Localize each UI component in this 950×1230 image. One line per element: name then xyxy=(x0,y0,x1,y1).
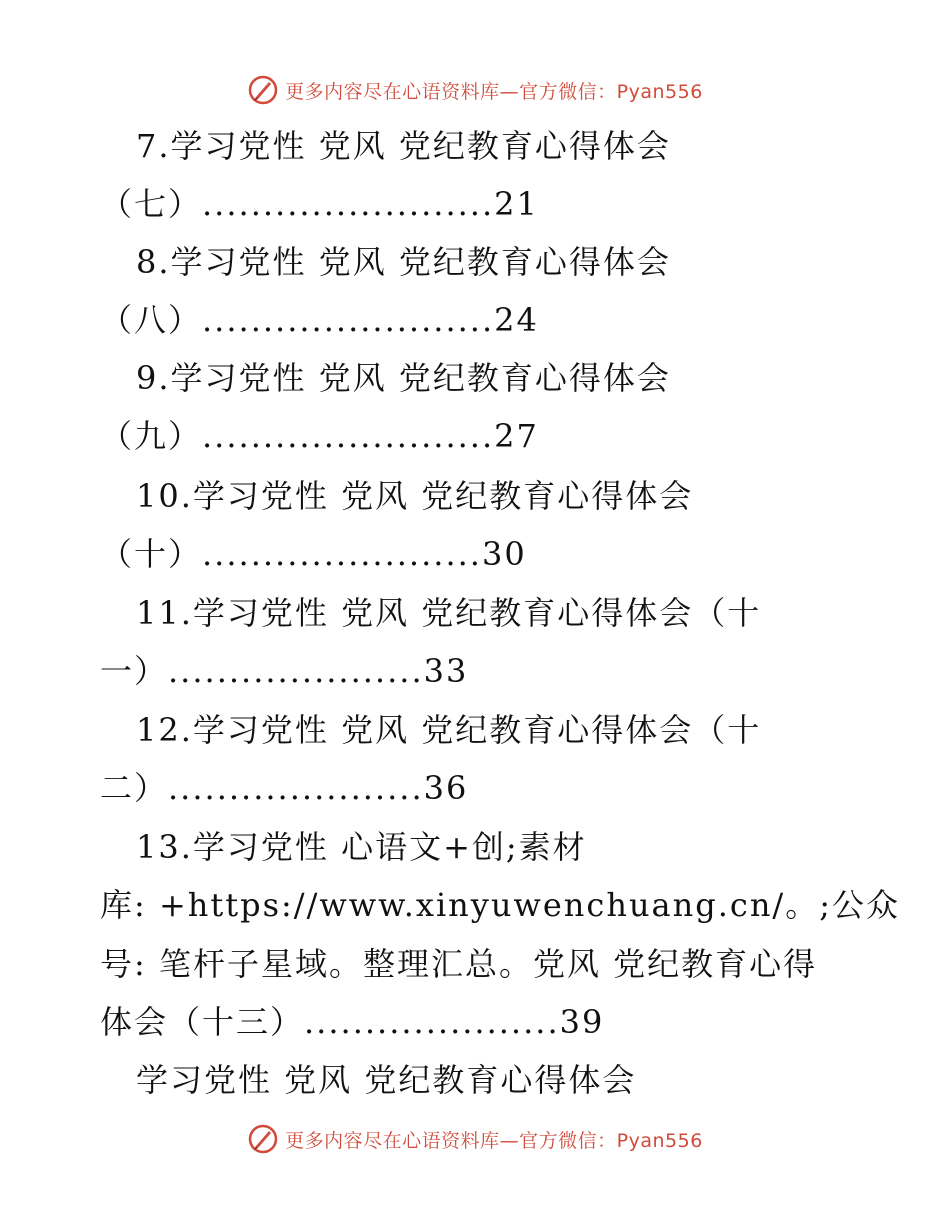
toc-entry-8-page: （八）........................24 xyxy=(100,301,539,339)
toc-entry-12-page: 二）.....................36 xyxy=(100,769,469,807)
toc-entry-12-title: 12.学习党性 党风 党纪教育心得体会（十 xyxy=(136,711,762,749)
section-heading: 学习党性 党风 党纪教育心得体会 xyxy=(136,1061,637,1099)
toc-entry-13-title: 13.学习党性 心语文+创;素材 xyxy=(136,828,587,866)
watermark-group xyxy=(247,1123,703,1155)
toc-entry-11-title: 11.学习党性 党风 党纪教育心得体会（十 xyxy=(136,594,762,632)
toc-entry-10-page: （十）.......................30 xyxy=(100,535,527,573)
quill-logo-icon xyxy=(247,1123,279,1155)
watermark-text: 更多内容尽在心语资料库—官方微信：Pyan556 xyxy=(285,1129,703,1152)
toc-entry-13-page: 体会（十三）.....................39 xyxy=(100,1003,605,1041)
watermark-text: 更多内容尽在心语资料库—官方微信：Pyan556 xyxy=(285,80,703,103)
footer-watermark xyxy=(0,1119,950,1159)
toc-entry-7-page: （七）........................21 xyxy=(100,185,539,223)
toc-entry-13-line2: 库: +https://www.xinyuwenchuang.cn/。;公众 xyxy=(100,886,900,924)
toc-entry-13-line3: 号: 笔杆子星域。整理汇总。党风 党纪教育心得 xyxy=(100,945,818,983)
toc-entry-9-title: 9.学习党性 党风 党纪教育心得体会 xyxy=(136,359,671,397)
toc-entry-8-title: 8.学习党性 党风 党纪教育心得体会 xyxy=(136,243,671,281)
toc-entry-10-title: 10.学习党性 党风 党纪教育心得体会 xyxy=(136,477,694,515)
toc-entry-7-title: 7.学习党性 党风 党纪教育心得体会 xyxy=(136,127,671,165)
toc-entry-9-page: （九）........................27 xyxy=(100,417,539,455)
toc-entry-11-page: 一）.....................33 xyxy=(100,652,469,690)
